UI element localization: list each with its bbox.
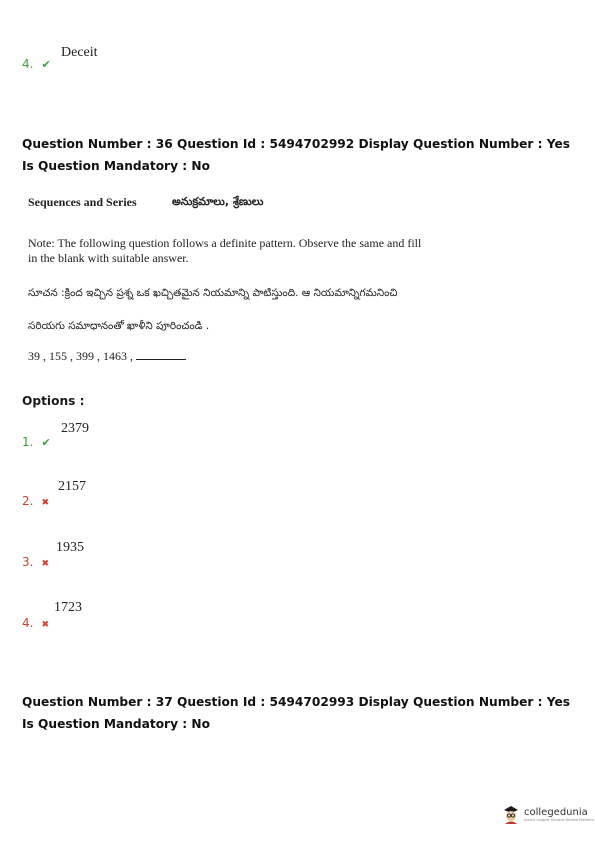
question-note: Note: The following question follows a definite pattern. Observe the same and fill in the blank with suitable answer. bbox=[28, 236, 422, 265]
option-text: 2157 bbox=[58, 479, 86, 494]
option-text: 1723 bbox=[54, 600, 82, 615]
answer-blank bbox=[136, 349, 186, 360]
option-number: 4. bbox=[22, 616, 34, 630]
option-text: 1935 bbox=[56, 540, 84, 555]
option-text: Deceit bbox=[61, 45, 98, 60]
option-row bbox=[22, 431, 51, 450]
option-row bbox=[22, 551, 49, 570]
topic-telugu: అనుక్రమాలు, శ్రేణులు bbox=[172, 195, 264, 208]
option-number: 1. bbox=[22, 435, 34, 449]
telugu-instruction-line1: సూచన :క్రింద ఇచ్చిన ప్రశ్న ఒక ఖచ్చితమైన నియమాన్ని పాటిస్తుంది. ఆ నియమాన్నిగమనించి bbox=[28, 287, 398, 299]
option-row bbox=[22, 612, 49, 631]
check-icon: ✔ bbox=[41, 436, 51, 449]
option-row bbox=[22, 490, 49, 509]
logo-tagline: India's Largest Student Review Platform bbox=[524, 817, 594, 822]
option-number: 3. bbox=[22, 555, 34, 569]
cross-icon: ✖ bbox=[41, 498, 50, 508]
options-label: Options : bbox=[22, 394, 85, 408]
telugu-instruction-line2: సరియగు సమాధానంతో ఖాళీని పూరించండి . bbox=[28, 320, 210, 332]
option-text: 2379 bbox=[61, 421, 89, 436]
option-row bbox=[22, 53, 51, 72]
topic-english: Sequences and Series bbox=[28, 195, 137, 209]
question-header: Question Number : 36 Question Id : 5494702992 Display Question Number : Yes Is Question Mandatory : No bbox=[22, 137, 571, 173]
option-number: 4. bbox=[22, 57, 34, 71]
logo-mascot-icon bbox=[501, 803, 521, 825]
check-icon: ✔ bbox=[41, 58, 51, 71]
sequence-values: 39 , 155 , 399 , 1463 , bbox=[28, 349, 133, 363]
collegedunia-logo bbox=[501, 803, 594, 825]
sequence-line bbox=[28, 349, 186, 364]
question-header: Question Number : 37 Question Id : 5494702993 Display Question Number : Yes Is Question Mandatory : No bbox=[22, 695, 571, 731]
logo-name: collegedunia bbox=[524, 806, 588, 818]
cross-icon: ✖ bbox=[41, 559, 50, 569]
cross-icon: ✖ bbox=[41, 620, 50, 630]
option-number: 2. bbox=[22, 494, 34, 508]
